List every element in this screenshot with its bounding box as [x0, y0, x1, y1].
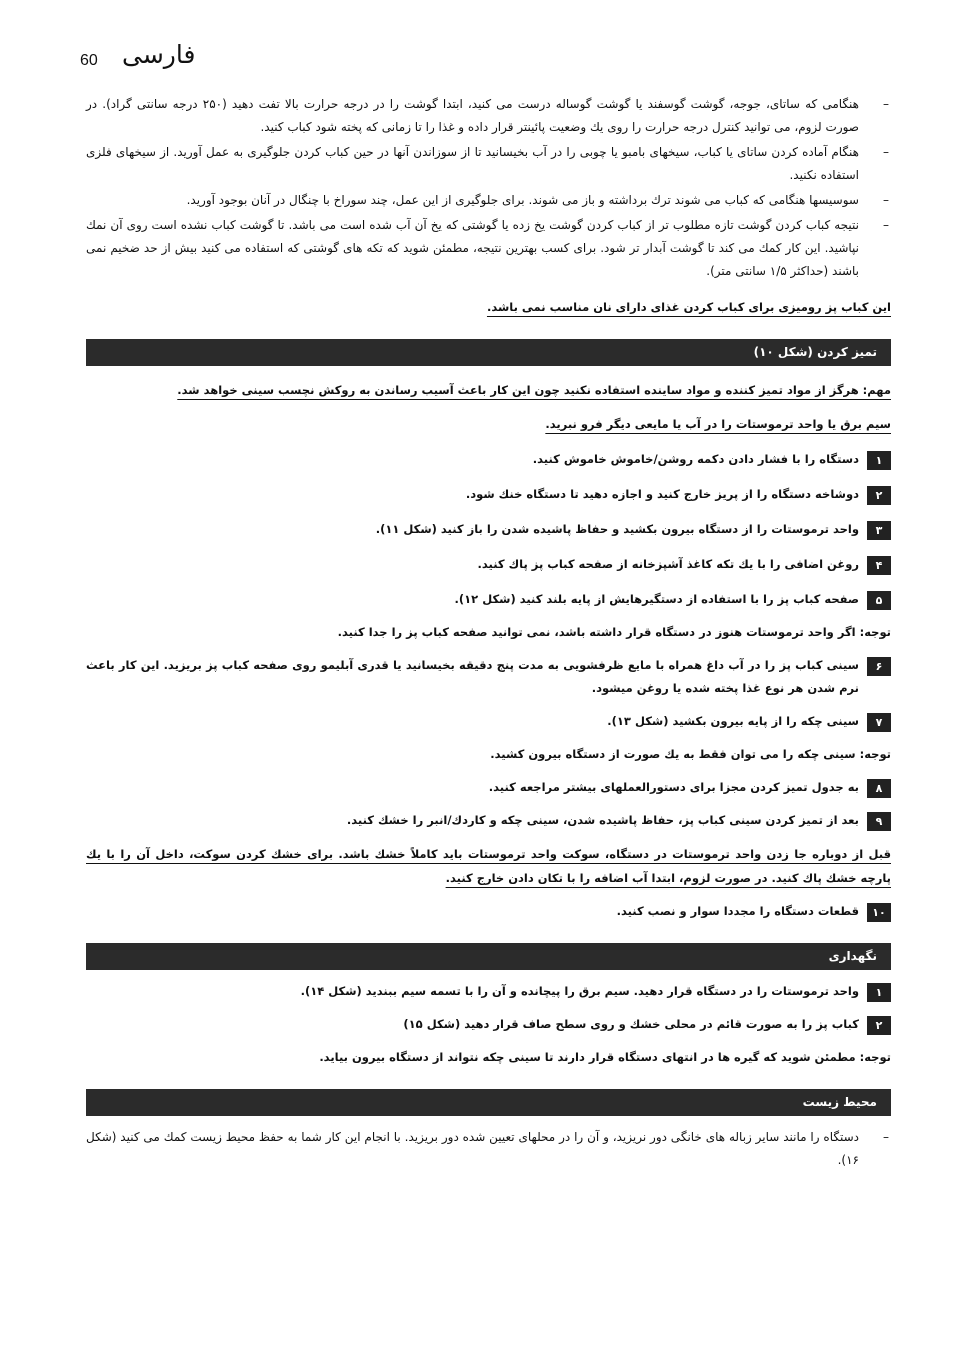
cleaning-step — [86, 483, 891, 506]
step-number-badge: ۵ — [867, 591, 891, 610]
cleaning-step — [86, 710, 891, 733]
step-text: صفحه کباب پز را با استفاده از دستگیرهایش از پایه بلند کنید (شکل ۱۲). — [454, 592, 859, 606]
step-text: واحد ترموستات را از دستگاه بیرون بکشید و حفاظ پاشیده شدن را باز کنید (شکل ۱۱). — [375, 522, 859, 536]
tip-item: – هنگام آماده کردن ساتای یا کباب، سیخهای بامبو یا چوبی را در آب بخیسانید تا از سوزاندن آنها در حین کباب کردن جلوگیری به عمل آورید. از سیخهای فلزی استفاده نکنید. — [86, 145, 889, 182]
step-text: واحد ترموستات را در دستگاه قرار دهید. سیم برق را پیچانده و آن را با تسمه سیم ببندید (شکل ۱۴). — [300, 984, 859, 998]
step-text: روغن اضافی را با یك تکه کاغذ آشپزخانه از صفحه کباب پز پاك کنید. — [477, 557, 859, 571]
environment-item: – دستگاه را مانند سایر زباله های خانگی دور نریزید، و آن را در محلهای تعیین شده دور بریزید. با انجام این کار شما به حفظ محیط زیست کمك می کنید (شکل ۱۶). — [86, 1130, 889, 1167]
step-text: به جدول تمیز کردن مجزا برای دستورالعملهای بیشتر مراجعه کنید. — [488, 780, 859, 794]
step-number-badge: ۱ — [867, 983, 891, 1002]
step-number-badge: ۳ — [867, 521, 891, 540]
section-title-environment: محیط زیست — [86, 1089, 891, 1116]
step-number-badge: ۶ — [867, 657, 891, 676]
step-number-badge: ۱ — [867, 451, 891, 470]
document-body — [86, 93, 891, 1174]
cleaning-step — [86, 588, 891, 611]
step-text: قطعات دستگاه را مجددا سوار و نصب کنید. — [616, 904, 859, 918]
page-header — [80, 40, 220, 76]
cleaning-step — [86, 654, 891, 700]
step-number-badge: ۸ — [867, 779, 891, 798]
cleaning-warning-note: سیم برق یا واحد ترموستات را در آب یا مایعی دیگر فرو نبرید. — [545, 417, 891, 431]
step-text: کباب پز را به صورت قائم در محلی خشك و روی سطح صاف قرار دهید (شکل ۱۵) — [403, 1017, 859, 1031]
tip-text: هنگام آماده کردن ساتای یا کباب، سیخهای بامبو یا چوبی را در آب بخیسانید تا از سوزاندن آنها در حین کباب کردن جلوگیری به عمل آورید. از سیخهای فلزی استفاده نکنید. — [86, 145, 859, 182]
step-number-badge: ۷ — [867, 713, 891, 732]
step-text: دستگاه را با فشار دادن دکمه روشن/خاموش خاموش کنید. — [532, 452, 859, 466]
cleaning-step — [86, 776, 891, 799]
tip-text: هنگامی که ساتای، جوجه، گوشت گوسفند یا گوشت گوساله درست می کنید، ابتدا گوشت را در درجه حرارت بالا تفت دهید (۲۵۰ درجه سانتی گراد). در صورت لزوم، می توانید کنترل درجه حرارت را روی یك وضعیت پائینتر قرار داده و غذا را تا زمانی که پخته شود کباب کنید. — [86, 97, 859, 134]
tip-item: – نتیجه کباب کردن گوشت تازه مطلوب تر از کباب کردن گوشت یخ زده یا گوشتی که یخ آن آب شده است می باشد. تا گوشت کباب نشده است روی آن نمك نپاشید. این کار کمك می کند تا گوشت آبدار تر شود. برای کسب بهترین نتیجه، مطمئن شوید که تکه های گوشتی که استفاده می کنید بیش از حد ضخیم نمی باشند (حداکثر ۱/۵ سانتی متر). — [86, 218, 889, 278]
tip-text: نتیجه کباب کردن گوشت تازه مطلوب تر از کباب کردن گوشت یخ زده یا گوشتی که یخ آن آب شده است می باشد. تا گوشت کباب نشده است روی آن نمك نپاشید. این کار کمك می کند تا گوشت آبدار تر شود. برای کسب بهترین نتیجه، مطمئن شوید که تکه های گوشتی که استفاده می کنید بیش از حد ضخیم نمی باشند (حداکثر ۱/۵ سانتی متر). — [86, 218, 859, 278]
section-title-storage: نگهداری — [86, 943, 891, 970]
tip-item: – هنگامی که ساتای، جوجه، گوشت گوسفند یا گوشت گوساله درست می کنید، ابتدا گوشت را در درجه حرارت بالا تفت دهید (۲۵۰ درجه سانتی گراد). در صورت لزوم، می توانید کنترل درجه حرارت را روی یك وضعیت پائینتر قرار داده و غذا را تا زمانی که پخته شود کباب کنید. — [86, 97, 889, 134]
cleaning-step — [86, 900, 891, 923]
cleaning-note: توجه: سینی چکه را می توان فقط به یك صورت از دستگاه بیرون کشید. — [490, 747, 891, 761]
tip-item: – سوسیسها هنگامی که کباب می شوند ترك برداشته و باز می شوند. برای جلوگیری از این عمل، چند سوراخ با چنگال در آنان بوجود آورید. — [186, 193, 889, 207]
step-text: بعد از تمیز کردن سینی کباب پز، حفاظ پاشیده شدن، سینی چکه و کاردك/انبر را خشك کنید. — [346, 813, 859, 827]
storage-step — [86, 980, 891, 1003]
step-number-badge: ۲ — [867, 1016, 891, 1035]
cleaning-important-note: مهم: هرگز از مواد تمیز کننده و مواد ساینده استفاده نکنید چون این کار باعث آسیب رساندن به روکش نچسب سینی خواهد شد. — [177, 383, 891, 397]
environment-text: دستگاه را مانند سایر زباله های خانگی دور نریزید، و آن را در محلهای تعیین شده دور بریزید. با انجام این کار شما به حفظ محیط زیست کمك می کنید (شکل ۱۶). — [86, 1130, 859, 1167]
step-number-badge: ۱۰ — [867, 903, 891, 922]
cleaning-step — [86, 518, 891, 541]
language-title: فارسی — [122, 40, 196, 69]
cleaning-step — [86, 809, 891, 832]
step-text: دوشاخه دستگاه را از پریز خارج کنید و اجازه دهید تا دستگاه خنك شود. — [465, 487, 859, 501]
step-number-badge: ۴ — [867, 556, 891, 575]
page-number: 60 — [80, 52, 98, 69]
step-number-badge: ۲ — [867, 486, 891, 505]
step-text: سینی کباب پز را در آب داغ همراه با مایع ظرفشویی به مدت پنج دقیقه بخیسانید یا قدری آبلیمو روی صفحه کباب پز بریزید. این کار باعث نرم شدن هر نوع غذا پخته شده یا روغن میشود. — [86, 658, 859, 695]
tip-text: سوسیسها هنگامی که کباب می شوند ترك برداشته و باز می شوند. برای جلوگیری از این عمل، چند سوراخ با چنگال در آنان بوجود آورید. — [186, 193, 859, 207]
step-number-badge: ۹ — [867, 812, 891, 831]
dry-socket-warning: قبل از دوباره جا زدن واحد ترموستات در دستگاه، سوکت واحد ترموستات باید کاملاً خشك باشد. برای خشك کردن سوکت، داخل آن را با یك پارچه خشك پاك کنید. در صورت لزوم، ابتدا آب اضافه را با تکان دادن خارج کنید. — [86, 847, 891, 885]
cleaning-step — [86, 448, 891, 471]
section-title-cleaning: تمیز کردن (شکل ۱۰) — [86, 339, 891, 366]
tips-note: این کباب پز رومیزی برای کباب کردن غذای دارای نان مناسب نمی باشد. — [486, 300, 891, 314]
step-text: سینی چکه را از پایه بیرون بکشید (شکل ۱۳). — [607, 714, 859, 728]
storage-step — [86, 1013, 891, 1036]
cleaning-step — [86, 553, 891, 576]
cleaning-note: توجه: اگر واحد ترموستات هنوز در دستگاه قرار داشته باشد، نمی توانید صفحه کباب پز را جدا کنید. — [337, 625, 891, 639]
storage-note: توجه: مطمئن شوید که گیره ها در انتهای دستگاه قرار دارند تا سینی چکه نتواند از دستگاه بیرون بیاید. — [319, 1050, 891, 1064]
